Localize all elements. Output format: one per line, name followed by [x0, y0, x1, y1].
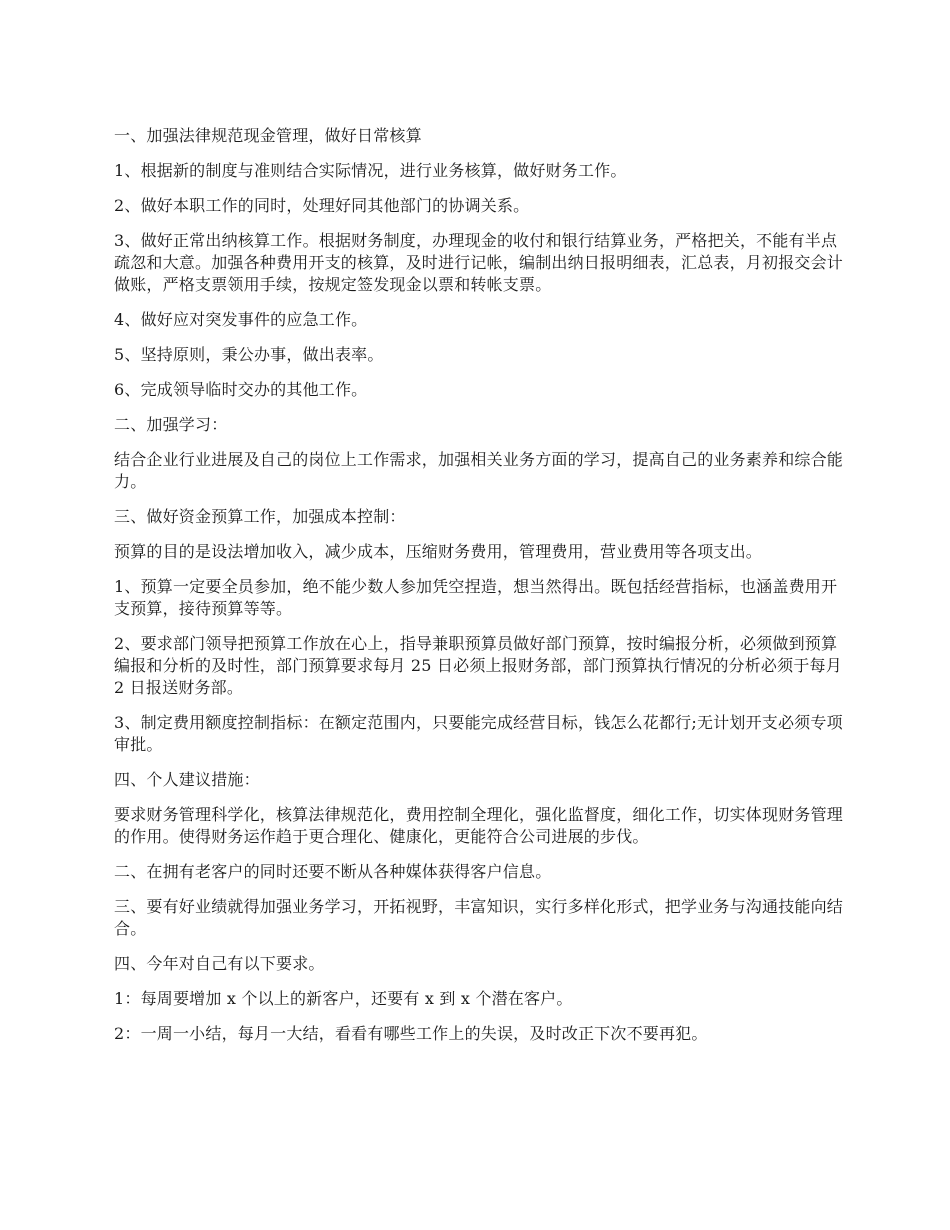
section-heading-5: 二、在拥有老客户的同时还要不断从各种媒体获得客户信息。 — [114, 862, 552, 881]
paragraph: 1、预算一定要全员参加，绝不能少数人参加凭空捏造，想当然得出。既包括经营指标，也涵盖费用开支预算，接待预算等等。 — [114, 577, 838, 618]
section-heading-3: 三、做好资金预算工作，加强成本控制： — [114, 507, 406, 526]
paragraph: 6、完成领导临时交办的其他工作。 — [114, 380, 368, 399]
paragraph: 1、根据新的制度与准则结合实际情况，进行业务核算，做好财务工作。 — [114, 161, 627, 180]
paragraph: 结合企业行业进展及自己的岗位上工作需求，加强相关业务方面的学习，提高自己的业务素养和综合能力。 — [114, 450, 844, 491]
paragraph: 4、做好应对突发事件的应急工作。 — [114, 310, 368, 329]
paragraph: 2、要求部门领导把预算工作放在心上，指导兼职预算员做好部门预算，按时编报分析，必须做到预算编报和分析的及时性，部门预算要求每月 25 日必须上报财务部，部门预算执行情况的分析必须于每月 2 日报送财务部。 — [114, 634, 842, 697]
paragraph: 5、坚持原则，秉公办事，做出表率。 — [114, 345, 384, 364]
paragraph: 3、制定费用额度控制指标：在额定范围内，只要能完成经营目标，钱怎么花都行;无计划开支必须专项审批。 — [114, 713, 843, 754]
section-heading-4: 四、个人建议措施： — [114, 770, 260, 789]
document-body — [114, 125, 844, 1058]
section-heading-7: 四、今年对自己有以下要求。 — [114, 954, 325, 973]
paragraph: 3、做好正常出纳核算工作。根据财务制度，办理现金的收付和银行结算业务，严格把关，不能有半点疏忽和大意。加强各种费用开支的核算，及时进行记帐，编制出纳日报明细表，汇总表，月初报交会计做账，严格支票领用手续，按规定签发现金以票和转帐支票。 — [114, 231, 844, 294]
paragraph: 2、做好本职工作的同时，处理好同其他部门的协调关系。 — [114, 196, 530, 215]
paragraph: 1：每周要增加 x 个以上的新客户，还要有 x 到 x 个潜在客户。 — [114, 989, 573, 1008]
section-heading-6: 三、要有好业绩就得加强业务学习，开拓视野，丰富知识，实行多样化形式，把学业务与沟通技能向结合。 — [114, 897, 844, 938]
paragraph: 要求财务管理科学化，核算法律规范化，费用控制全理化，强化监督度，细化工作，切实体现财务管理的作用。使得财务运作趋于更合理化、健康化，更能符合公司进展的步伐。 — [114, 805, 844, 846]
paragraph: 预算的目的是设法增加收入，减少成本，压缩财务费用，管理费用，营业费用等各项支出。 — [114, 542, 763, 561]
section-heading-1: 一、加强法律规范现金管理，做好日常核算 — [114, 126, 422, 145]
paragraph: 2：一周一小结，每月一大结，看看有哪些工作上的失误，及时改正下次不要再犯。 — [114, 1024, 708, 1043]
section-heading-2: 二、加强学习： — [114, 415, 228, 434]
